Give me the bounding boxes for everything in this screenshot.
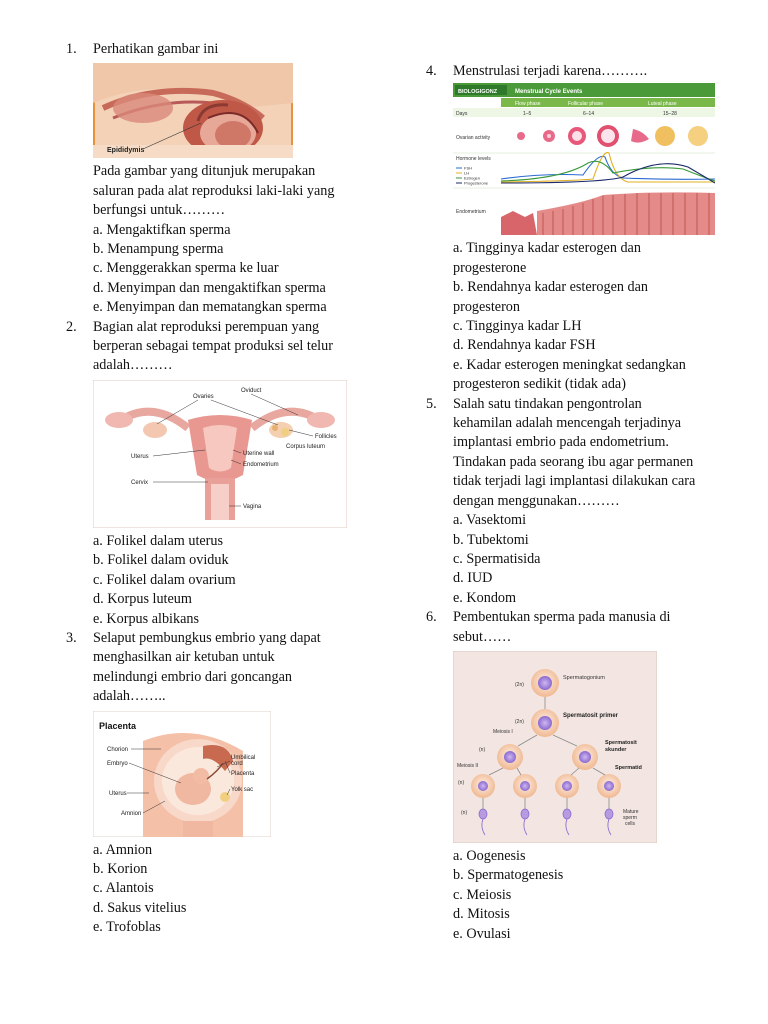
question-stem: sebut…… [453, 628, 512, 645]
legend-estrogen: Estrogen [464, 175, 481, 181]
answer-option: d. Rendahnya kadar FSH [453, 337, 596, 354]
amnion-label: Amnion [121, 810, 142, 817]
question-stem: adalah……… [93, 357, 173, 374]
answer-option: c. Folikel dalam ovarium [93, 571, 236, 588]
vagina-label: Vagina [243, 503, 262, 510]
answer-option: c. Meiosis [453, 886, 512, 903]
days-range-1: 1–5 [523, 111, 532, 118]
chart-title: Menstrual Cycle Events [515, 89, 583, 96]
brand-label: BIOLOGIGONZ [458, 89, 498, 96]
answer-option-continued: progesteron sedikit (tidak ada) [453, 376, 626, 393]
answer-option: e. Korpus albikans [93, 610, 199, 627]
question-stem: Tindakan pada seorang ibu agar permanen [453, 453, 694, 470]
right-column [426, 62, 726, 944]
answer-option: c. Menggerakkan sperma ke luar [93, 260, 279, 277]
question-2 [66, 318, 366, 629]
days-range-2: 6–14 [583, 111, 595, 118]
ovarian-activity-label: Ovarian activity [456, 135, 491, 142]
question-6 [426, 608, 726, 944]
chorion-label: Chorion [107, 746, 129, 753]
legend-progesterone: Progesterone [464, 180, 489, 186]
answer-option: d. Korpus luteum [93, 591, 192, 608]
answer-option: e. Kadar esterogen meningkat sedangkan [453, 356, 686, 373]
question-3 [66, 629, 366, 938]
oviduct-label: Oviduct [241, 387, 262, 394]
question-stem: tidak terjadi lagi implantasi dilakukan cara [453, 473, 696, 490]
spermatid-label: Spermatid [615, 764, 642, 771]
ploidy-label: (n) [461, 809, 468, 816]
cord-label: cord [231, 760, 243, 767]
hormone-levels-label: Hormone levels [456, 156, 491, 163]
placenta-title: Placenta [99, 720, 137, 731]
spermatosit-primer-label: Spermatosit primer [563, 712, 619, 719]
answer-option: a. Vasektomi [453, 512, 527, 529]
answer-option-continued: progesteron [453, 298, 520, 315]
meiosis-1-label: Meiosis I [493, 728, 513, 735]
legend-lh: LH [464, 170, 470, 176]
question-stem: Bagian alat reproduksi perempuan yang [93, 318, 320, 335]
answer-option: e. Kondom [453, 589, 517, 606]
question-stem-continued: Pada gambar yang ditunjuk merupakan [93, 163, 316, 180]
umbilical-label: Umbilical [231, 754, 256, 761]
uterus-label: Uterus [109, 790, 127, 797]
answer-option: b. Spermatogenesis [453, 867, 564, 884]
placenta-figure [93, 711, 271, 837]
endometrium-label: Endometrium [456, 209, 486, 216]
question-number: 4. [426, 63, 437, 79]
question-stem: Pembentukan sperma pada manusia di [453, 609, 671, 626]
days-label: Days [456, 111, 468, 118]
answer-option: b. Korion [93, 860, 148, 877]
epididymis-label: Epididymis [107, 147, 145, 155]
answer-option: e. Menyimpan dan mematangkan sperma [93, 299, 327, 316]
question-stem: melindungi embrio dari goncangan [93, 668, 292, 685]
question-number: 2. [66, 318, 77, 335]
skunder-label: skunder [605, 746, 627, 753]
flow-phase-label: Flow phase [515, 101, 541, 108]
answer-option: e. Ovulasi [453, 925, 511, 942]
question-5 [426, 395, 726, 608]
placenta-label: Placenta [231, 770, 255, 777]
question-stem: Menstrulasi terjadi karena………. [453, 63, 648, 79]
answer-option: c. Spermatisida [453, 550, 541, 567]
answer-option: c. Tingginya kadar LH [453, 318, 582, 335]
yolk-sac-label: Yolk sac [231, 786, 254, 793]
question-stem: menghasilkan air ketuban untuk [93, 649, 275, 666]
corpus-luteum-label: Corpus luteum [286, 443, 326, 450]
question-4 [426, 62, 726, 395]
answer-option: b. Menampung sperma [93, 241, 224, 258]
question-number: 1. [66, 41, 77, 57]
answer-option: a. Amnion [93, 841, 153, 858]
meiosis-2-label: Meiosis II [457, 762, 479, 769]
question-stem: Salah satu tindakan pengontrolan [453, 395, 642, 412]
embryo-label: Embryo [107, 760, 128, 767]
answer-option: a. Tingginya kadar esterogen dan [453, 240, 641, 257]
question-stem: adalah…….. [93, 688, 166, 705]
cells-label: cells [625, 820, 636, 827]
follicles-label: Follicles [315, 433, 337, 440]
question-number: 3. [66, 629, 77, 646]
days-range-3: 15–28 [663, 111, 677, 118]
endometrium-label: Endometrium [243, 461, 279, 468]
spermatosit-label: Spermatosit [605, 739, 637, 746]
answer-option: d. Sakus vitelius [93, 899, 187, 916]
question-stem: implantasi embrio pada endometrium. [453, 434, 669, 451]
question-number: 6. [426, 609, 437, 626]
uterine-wall-label: Uterine wall [243, 450, 275, 457]
question-number: 5. [426, 395, 437, 412]
left-column [66, 40, 366, 938]
spermatogonium-label: Spermatogonium [563, 674, 605, 681]
answer-option: b. Tubektomi [453, 531, 529, 548]
male-reproductive-figure [93, 63, 293, 158]
cervix-label: Cervix [131, 479, 149, 486]
luteal-phase-label: Luteal phase [648, 101, 677, 108]
answer-option: c. Alantois [93, 880, 154, 897]
spermatogenesis-figure [453, 651, 657, 843]
answer-option: d. IUD [453, 570, 493, 587]
ovaries-label: Ovaries [193, 393, 214, 400]
menstrual-cycle-figure [453, 83, 715, 235]
question-stem: dengan menggunakan……… [453, 492, 620, 509]
answer-option: a. Folikel dalam uterus [93, 532, 224, 549]
ploidy-label: (2n) [515, 718, 524, 725]
question-stem: kehamilan adalah mencengah terjadinya [453, 415, 682, 432]
legend-fsh: FSH [464, 165, 472, 171]
question-stem-continued: saluran pada alat reproduksi laki-laki yang [93, 182, 335, 199]
ploidy-label: (n) [458, 779, 465, 786]
answer-option: b. Rendahnya kadar esterogen dan [453, 279, 649, 296]
answer-option: a. Oogenesis [453, 847, 526, 864]
answer-option: a. Mengaktifkan sperma [93, 221, 231, 238]
question-stem: berperan sebagai tempat produksi sel telur [93, 338, 333, 355]
ploidy-label: (2n) [515, 681, 524, 688]
answer-option: b. Folikel dalam oviduk [93, 552, 229, 569]
mature-label: Mature [623, 808, 639, 815]
question-stem-continued: berfungsi untuk……… [93, 202, 226, 219]
uterus-label: Uterus [131, 453, 149, 460]
follicular-phase-label: Follicular phase [568, 101, 604, 108]
answer-option: e. Trofoblas [93, 919, 161, 936]
answer-option: d. Mitosis [453, 906, 510, 923]
question-stem: Perhatikan gambar ini [93, 41, 219, 57]
question-1 [66, 40, 366, 318]
ploidy-label: (n) [479, 746, 486, 753]
answer-option: d. Menyimpan dan mengaktifkan sperma [93, 279, 326, 296]
female-reproductive-figure [93, 380, 347, 528]
question-stem: Selaput pembungkus embrio yang dapat [93, 629, 321, 646]
sperm-label: sperm [623, 814, 637, 821]
answer-option-continued: progesterone [453, 259, 527, 276]
